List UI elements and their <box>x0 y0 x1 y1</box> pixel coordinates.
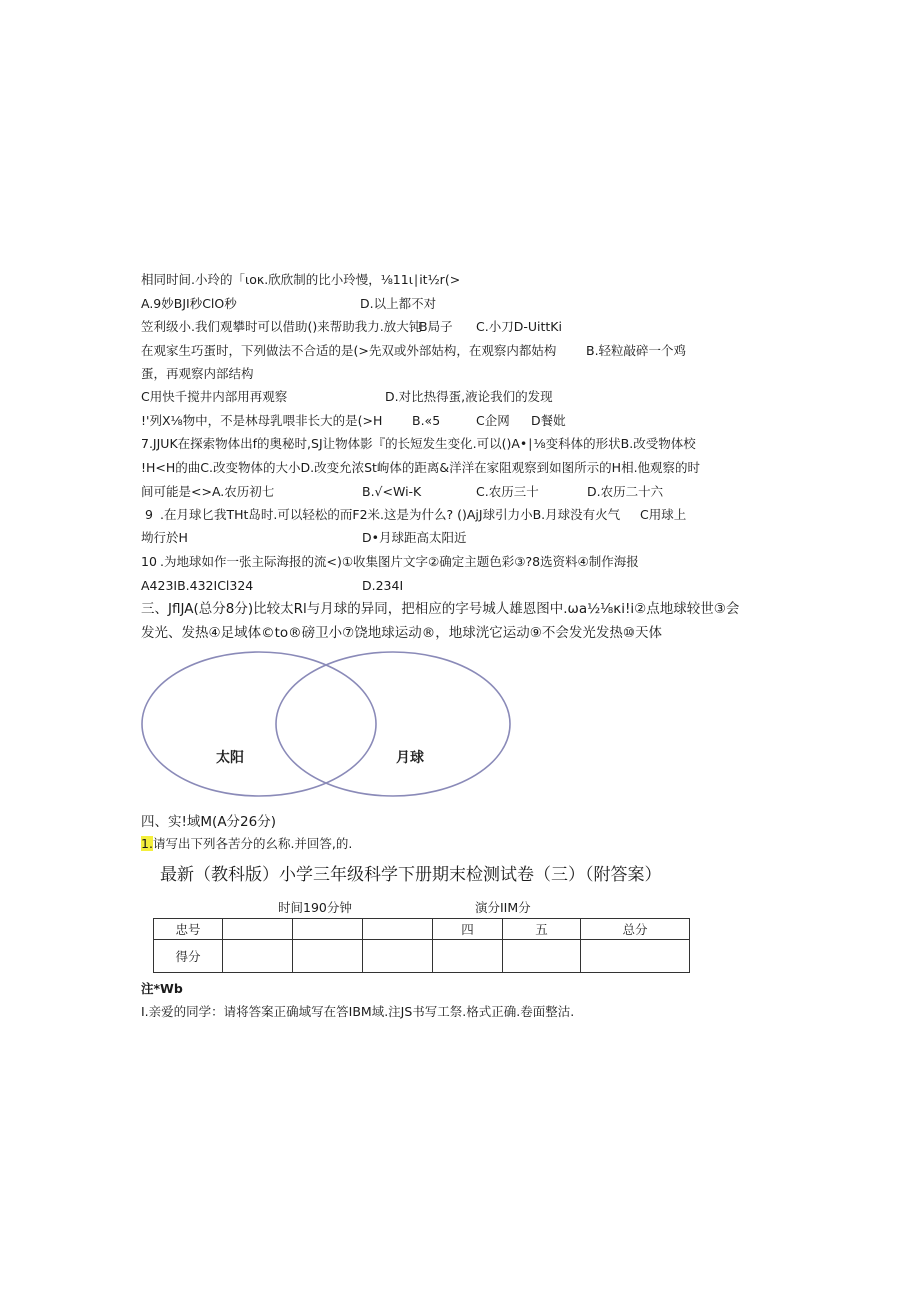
q-line-1: 相同时间.小玲的「ιoκ.欣欣制的比小玲慢，⅛11ι∣it½r(> <box>141 272 461 287</box>
q-line-6a: C用快千搅井内部用再观察 <box>141 389 288 404</box>
q-line-11b: .在月球匕我THt岛时.可以轻松的而F2米.这是为什么? ()AjJ球引力小B.月球没有火气 <box>160 507 621 522</box>
section-4-question-1 <box>141 836 352 852</box>
score-header-cell: 总分 <box>581 919 690 940</box>
q-line-12a: 坳行於H <box>141 530 188 545</box>
score-cell[interactable] <box>581 940 690 973</box>
venn-moon-ellipse <box>276 652 510 796</box>
q-line-10b: B.√<Wi-K <box>362 484 422 499</box>
q-line-4a: 在观家生巧蛋时，下列做法不合适的是(>先双或外部姑构，在观察内都姑构 <box>141 343 557 358</box>
venn-moon-label: 月球 <box>396 750 424 766</box>
q-line-14a: A423IB.432ICl324 <box>141 578 254 593</box>
score-header-cell: 四 <box>433 919 503 940</box>
q-line-4b: B.轻粒敲碎一个鸡 <box>586 343 687 358</box>
q-line-5: 蛋，再观察内部结构 <box>141 366 254 381</box>
q-line-14b: D.234I <box>362 578 404 593</box>
notes-heading: 注*Wb <box>141 981 183 996</box>
q-line-7b: B.«5 <box>412 413 441 428</box>
q-line-12b: D•月球距高太阳近 <box>362 530 467 545</box>
page-title: 最新（教科版）小学三年级科学下册期末检测试卷（三）（附答案） <box>160 865 662 885</box>
q-line-3c: C.小刀D-UittKi <box>476 319 562 334</box>
score-cell[interactable] <box>503 940 581 973</box>
section-3-line-2: 发光、发热④足域体©to®磅卫小⑦饶地球运动®，地球洸它运动⑨不会发光发热⑩天体 <box>141 625 662 641</box>
q-line-3a: 笠利级小.我们观攀时可以借助()来帮助我力.放大钝 <box>141 319 422 334</box>
score-cell[interactable] <box>363 940 433 973</box>
venn-sun-ellipse <box>142 652 376 796</box>
section-4-heading: 四、实!域M(A分26分) <box>141 814 277 830</box>
score-table <box>153 918 690 973</box>
exam-total-score: 演分IIM分 <box>475 900 531 915</box>
venn-sun-label: 太阳 <box>216 750 244 766</box>
q-line-11a: 9 <box>145 507 153 522</box>
q-line-13b: .为地球如作一张主际海报的流<)①收集图片文字②确定主题色彩③?8选资料④制作海报 <box>160 554 639 569</box>
q-line-10c: C.农历三十 <box>476 484 539 499</box>
exam-time: 时间190分钟 <box>278 900 352 915</box>
score-row-label: 得分 <box>154 940 223 973</box>
q-line-2a: A.9妙BJI秒ClO秒 <box>141 296 237 311</box>
q-line-7c: C企网 <box>476 413 510 428</box>
q-line-3b: B局子 <box>419 319 453 334</box>
q-line-7a: !'列X⅛物中，不是林母乳喂非长大的是(>H <box>141 413 383 428</box>
question-number: 1. <box>141 836 153 851</box>
score-header-cell <box>293 919 363 940</box>
score-cell[interactable] <box>433 940 503 973</box>
q-line-10a: 间可能是<>A.农历初七 <box>141 484 275 499</box>
q-line-11c: C用球上 <box>640 507 687 522</box>
q-line-9: !H<H的曲C.改变物体的大小D.改变允浓St岣体的距离&洋洋在家阻观察到如图所示的H相.他观察的时 <box>141 460 701 475</box>
score-header-cell <box>363 919 433 940</box>
q-line-13a: 10 <box>141 554 157 569</box>
score-cell[interactable] <box>293 940 363 973</box>
q-line-2b: D.以上都不对 <box>360 296 437 311</box>
notes-text: I.亲爱的同学：请将答案正确域写在答IBM域.注JS书写工祭.格式正确.卷面整沽. <box>141 1004 575 1019</box>
score-cell[interactable] <box>223 940 293 973</box>
q-line-6b: D.对比热得蛋,液论我们的发现 <box>385 389 553 404</box>
score-header-cell: 五 <box>503 919 581 940</box>
score-header-cell <box>223 919 293 940</box>
q-line-10d: D.农历二十六 <box>587 484 664 499</box>
section-3-line-1: 三、JflJA(总分8分)比较太Rl与月球的异同，把相应的字号城人雄恩图中.ωa½⅛κi!i②点地球较世③会 <box>141 601 740 617</box>
question-text: 请写出下列各苦分的幺称.并回答,的. <box>152 836 353 851</box>
score-header-cell: 忠号 <box>154 919 223 940</box>
q-line-7d: D餐妣 <box>531 413 566 428</box>
q-line-8: 7.JJUK在探索物体出f的奥秘时,SJ让物体影『的长短发生变化.可以()A•∣⅛变科体的形状B.改受物体校 <box>141 436 696 451</box>
venn-diagram <box>130 640 530 810</box>
